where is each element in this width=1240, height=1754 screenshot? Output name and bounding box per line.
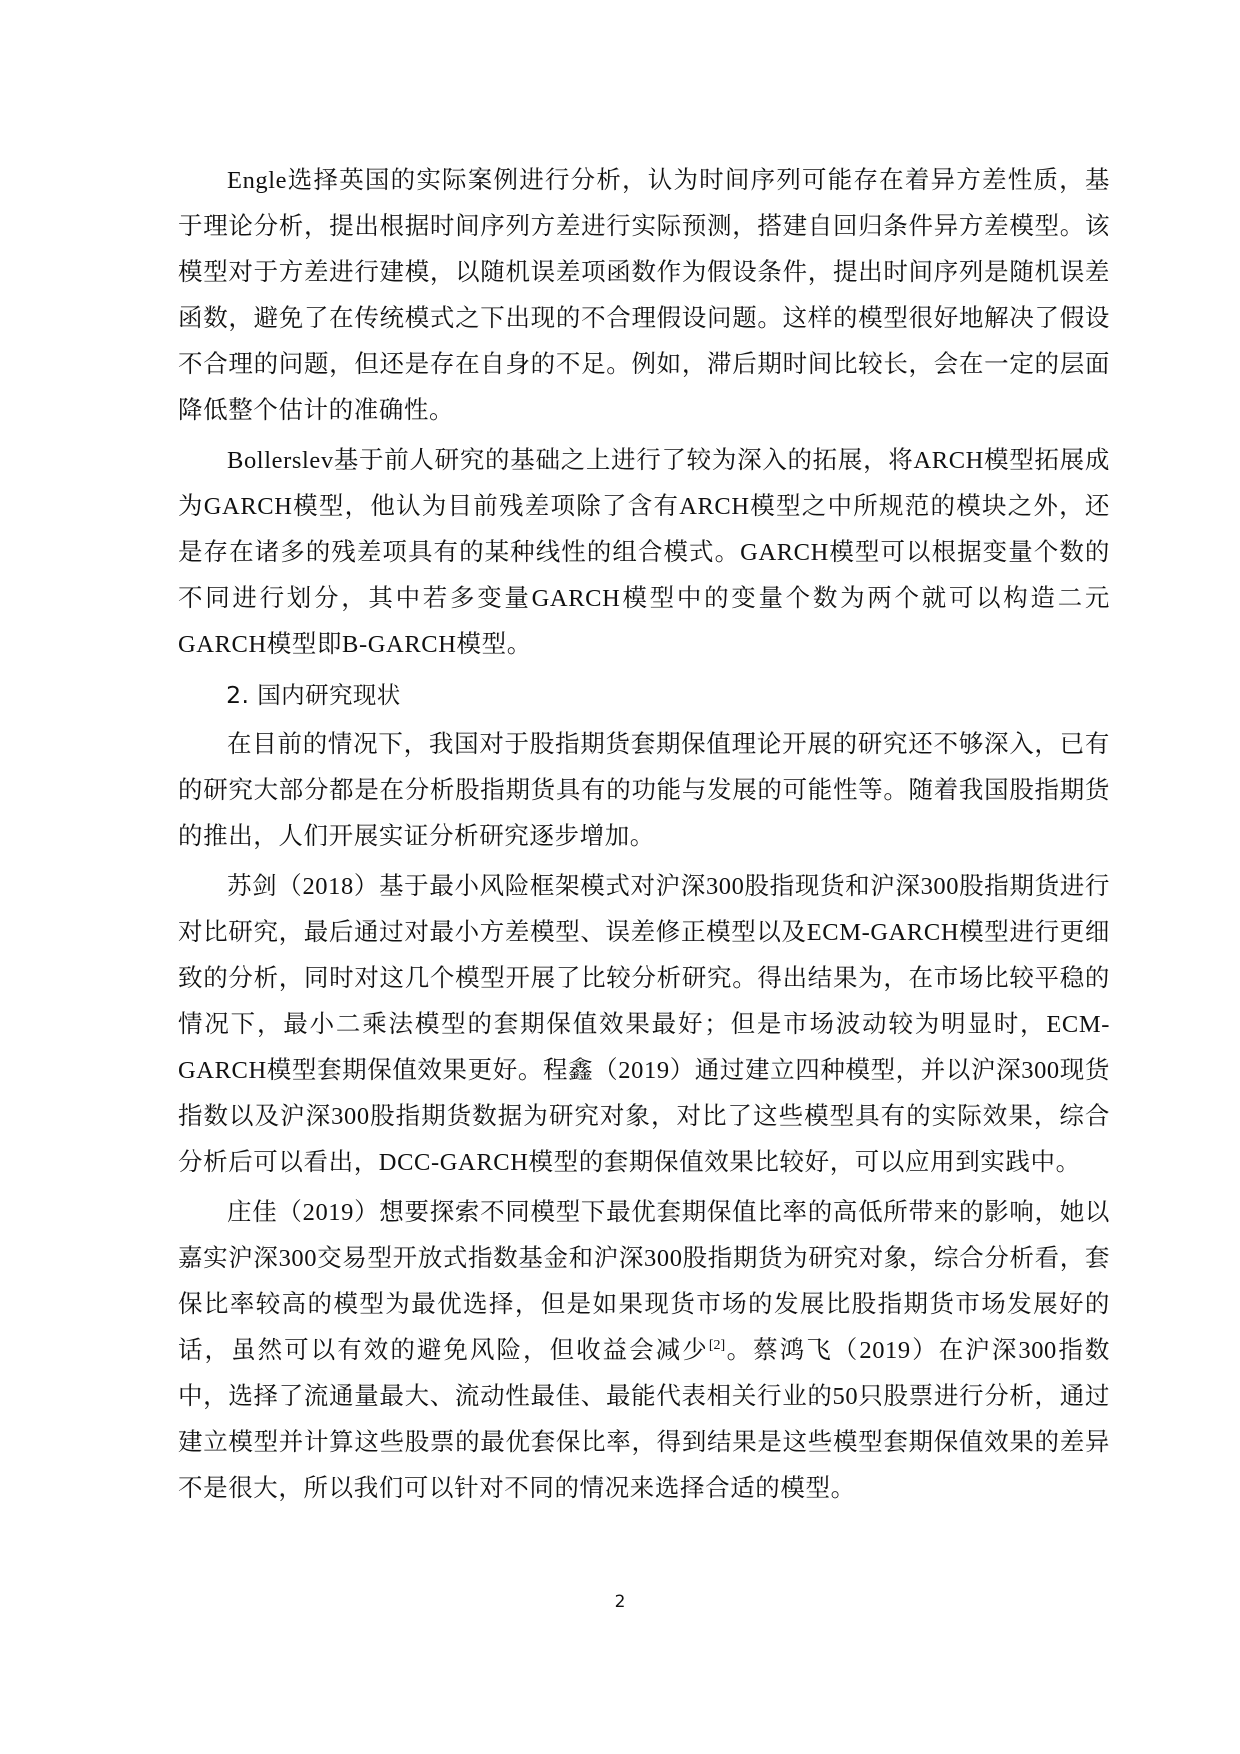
citation-reference[interactable]: [2] xyxy=(708,1337,726,1353)
paragraph-bollerslev-garch: Bollerslev基于前人研究的基础之上进行了较为深入的拓展，将ARCH模型拓展成为GARCH模型，他认为目前残差项除了含有ARCH模型之中所规范的模块之外，还是存在诸多的残差项具有的某种线性的组合模式。GARCH模型可以根据变量个数的不同进行划分，其中若多变量GARCH模型中的变量个数为两个就可以构造二元GARCH模型即B-GARCH模型。 xyxy=(178,447,1110,658)
paragraph-sujian-chengxin: 苏剑（2018）基于最小风险框架模式对沪深300股指现货和沪深300股指期货进行对比研究，最后通过对最小方差模型、误差修正模型以及ECM-GARCH模型进行更细致的分析，同时对这几个模型开展了比较分析研究。得出结果为，在市场比较平稳的情况下，最小二乘法模型的套期保值效果最好；但是市场波动较为明显时，ECM-GARCH模型套期保值效果更好。程鑫（2019）通过建立四种模型，并以沪深300现货指数以及沪深300股指期货数据为研究对象，对比了这些模型具有的实际效果，综合分析后可以看出，DCC-GARCH模型的套期保值效果比较好，可以应用到实践中。 xyxy=(178,873,1110,1176)
paragraph-domestic-intro: 在目前的情况下，我国对于股指期货套期保值理论开展的研究还不够深入，已有的研究大部分都是在分析股指期货具有的功能与发展的可能性等。随着我国股指期货的推出，人们开展实证分析研究逐步增加。 xyxy=(178,731,1110,850)
paragraph-text-after-citation: 。蔡鸿飞（2019）在沪深300指数中，选择了流通量最大、流动性最佳、最能代表相关行业的50只股票进行分析，通过建立模型并计算这些股票的最优套保比率，得到结果是这些模型套期保值效果的差异不是很大，所以我们可以针对不同的情况来选择合适的模型。 xyxy=(178,1337,1110,1502)
paragraph-text-before-citation: 庄佳（2019）想要探索不同模型下最优套期保值比率的高低所带来的影响，她以嘉实沪深300交易型开放式指数基金和沪深300股指期货为研究对象，综合分析看，套保比率较高的模型为最优选择，但是如果现货市场的发展比股指期货市场发展好的话，虽然可以有效的避免风险，但收益会减少 xyxy=(178,1199,1110,1364)
paragraph-zhuangjia-caihongfei xyxy=(178,1190,1110,1512)
section-heading-domestic-research: 2. 国内研究现状 xyxy=(226,681,401,709)
paragraph-engle-arch: Engle选择英国的实际案例进行分析，认为时间序列可能存在着异方差性质，基于理论分析，提出根据时间序列方差进行实际预测，搭建自回归条件异方差模型。该模型对于方差进行建模，以随机误差项函数作为假设条件，提出时间序列是随机误差函数，避免了在传统模式之下出现的不合理假设问题。这样的模型很好地解决了假设不合理的问题，但还是存在自身的不足。例如，滞后期时间比较长，会在一定的层面降低整个估计的准确性。 xyxy=(178,167,1110,424)
document-page xyxy=(178,158,1110,1516)
page-number: 2 xyxy=(614,1592,626,1612)
